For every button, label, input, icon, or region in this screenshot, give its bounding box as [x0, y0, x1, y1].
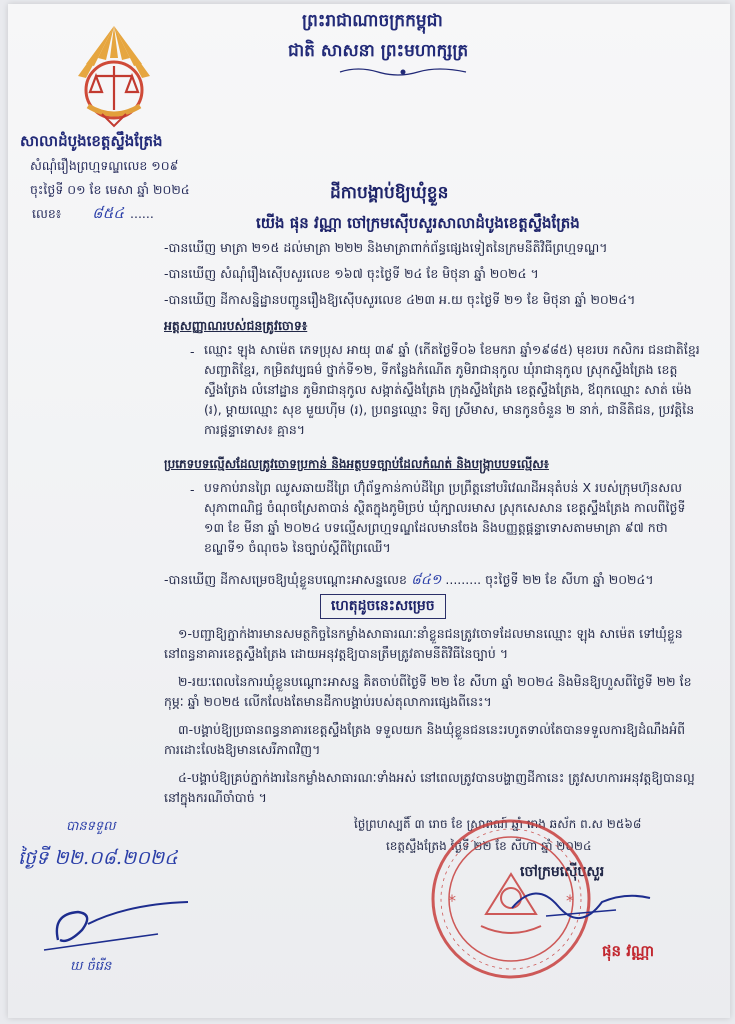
document-number-value: ៨៥៤: [92, 204, 124, 222]
judge-signature-icon: [506, 872, 656, 932]
decision-3: ៣-បង្គាប់ឱ្យប្រធានពន្ធនាគារខេត្តស្ទឹងត្រែង ទទួលយក និងឃុំខ្លួនជននេះរហូតទាល់តែបានទទួលការឱ្យដំណឹងអំពីការដោះលែងឱ្យមានសេរីភាពវិញ។: [164, 722, 686, 757]
offense-heading: ប្រភេទបទល្មើសដែលត្រូវចោទប្រកាន់ និងអត្ថបទច្បាប់ដែលកំណត់ និងបង្ក្រាបបទល្មើស៖: [164, 457, 549, 471]
decision-heading: ហេតុដូចនេះសម្រេច: [320, 594, 446, 619]
svg-text:*: *: [448, 891, 456, 910]
seen-clause-1: -បានឃើញ មាត្រា ២១៥ ដល់មាត្រា ២២២ និងមាត្រាពាក់ព័ន្ធផ្សេងទៀតនៃក្រមនីតិវិធីព្រហ្មទណ្ឌ។: [164, 240, 608, 255]
seen-clause-3: -បានឃើញ ដីកាសន្និដ្ឋានបញ្ជូនរឿងឱ្យស៊ើបសួរលេខ ៤២៣ អ.យ ចុះថ្ងៃទី ២១ ខែ មិថុនា ឆ្នាំ ២០២៤។: [164, 292, 636, 307]
svg-text:*: *: [566, 891, 574, 910]
identity-paragraph: ឈ្មោះ ឡុង សាម៉េត ភេទប្រុស អាយុ ៣៩ ឆ្នាំ (កើតថ្ងៃទី០៦ ខែមករា ឆ្នាំ១៩៨៥) មុខរបរ កសិករ ជនជាតិខ្មែរ សញ្ជាតិខ្មែរ, កម្រិតវប្បធម៌ ថ្នាក់ទី១២, ទីកន្លែងកំណើត ភូមិរាជានុកូល ឃុំរាជានុកូល ស្រុកស្ទឹងត្រែង ខេត្តស្ទឹងត្រែង លំនៅដ្ឋាន ភូមិរាជានុកូល សង្កាត់ស្ទឹងត្រែង ក្រុងស្ទឹងត្រែង ខេត្តស្ទឹងត្រែង, ឪពុកឈ្មោះ សាត់ ម៉េង (រ), ម្ដាយឈ្មោះ សុខ មួយហ៊ីម (រ), ប្រពន្ធឈ្មោះ ទិត្យ ស្រីមាស, មានកូនចំនួន ២ នាក់, ជានីតិជន, ប្រវត្តិនៃការផ្ដន្ទាទោស៖ គ្មាន។: [204, 342, 700, 437]
detention-seen-line: [164, 570, 654, 591]
detention-suffix: ចុះថ្ងៃទី ២២ ខែ សីហា ឆ្នាំ ២០២៤។: [485, 572, 654, 587]
court-name: សាលាដំបូងខេត្តស្ទឹងត្រែង: [20, 132, 163, 150]
received-label: បានទទួល: [66, 819, 116, 834]
kingdom-motto: ជាតិ សាសនា ព្រះមហាក្សត្រ: [288, 41, 469, 61]
ornament-divider-icon: [338, 66, 468, 78]
receiver-name: ឃ ចំរើន: [70, 959, 112, 974]
court-emblem-icon: [64, 18, 164, 130]
decision-1: ១-បញ្ជាឱ្យភ្នាក់ងារមានសមត្ថកិច្ចនៃកម្លាំងសាធារណៈនាំខ្លួនជនត្រូវចោទដែលមានឈ្មោះ ឡុង សាម៉េត ទៅឃុំខ្លួននៅពន្ធនាគារខេត្តស្ទឹងត្រែង ដោយអនុវត្តឱ្យបានត្រឹមត្រូវតាមនីតិវិធីនៃច្បាប់ ។: [164, 626, 683, 661]
detention-prefix: -បានឃើញ ដីកាសម្រេចឱ្យឃុំខ្លួនបណ្ដោះអាសន្នលេខ: [164, 572, 407, 587]
document-title: ដីកាបង្គាប់ឱ្យឃុំខ្លួន: [330, 183, 449, 203]
decision-4: ៤-បង្គាប់ឱ្យគ្រប់ភ្នាក់ងារនៃកម្លាំងសាធារណៈទាំងអស់ នៅពេលត្រូវបានបង្ហាញដីកានេះ ត្រូវសហការអនុវត្តឱ្យបានល្អនៅក្នុងករណីចាំបាច់ ។: [164, 770, 695, 805]
seen-clause-2: -បានឃើញ សំណុំរឿងស៊ើបសួរលេខ ១៦៧ ចុះថ្ងៃទី ២៤ ខែ មិថុនា ឆ្នាំ ២០២៤ ។: [164, 266, 539, 281]
detention-number: ៨៤១: [410, 572, 442, 588]
receiver-signature-icon: [38, 894, 198, 956]
judge-name: ផុន វណ្ណា: [602, 942, 655, 960]
identity-heading: អត្តសញ្ញាណរបស់ជនត្រូវចោទ៖: [164, 318, 308, 333]
document-number-label: លេខ៖: [32, 206, 62, 221]
document-number-dots: ......: [130, 206, 154, 221]
lunar-date: ថ្ងៃព្រហស្បតិ៍ ៣ រោច ខែ ស្រាពណ៍ ឆ្នាំ រោង ឆស័ក ព.ស ២៥៦៨: [354, 817, 642, 831]
bullet-dash-icon: -: [190, 344, 195, 359]
offense-paragraph: បទកាប់រានព្រៃ ឈូសឆាយដីព្រៃ ហ៊ុំព័ទ្ធកាន់កាប់ដីព្រៃ ប្រព្រឹត្តនៅបរិវេណដីអនុតំបន់ X របស់ក្រុមហ៊ុនសលសុភាពាណិជ្ជ ចំណុចស្រែតាបាន់ ស្ថិតក្នុងភូមិច្រប់ ឃុំក្បាលរមាស ស្រុកសេសាន ខេត្តស្ទឹងត្រែង កាលពីថ្ងៃទី ១៣ ខែ មីនា ឆ្នាំ ២០២៤ បទល្មើសព្រហ្មទណ្ឌដែលមានចែង និងបញ្ញត្តផ្តន្ទាទោសតាមមាត្រា ៩៧ កថាខណ្ឌទី១ ចំណុច៦ នៃច្បាប់ស្ដីពីព្រៃឈើ។: [204, 480, 686, 555]
issuer-line: យើង ផុន វណ្ណា ចៅក្រមស៊ើបសួរសាលាដំបូងខេត្តស្ទឹងត្រែង: [256, 214, 580, 232]
received-date: ថ្ងៃទី ២២.០៨.២០២៤: [18, 847, 178, 869]
judge-title: ចៅក្រមស៊ើបសួរ: [520, 864, 605, 880]
decision-2: ២-រយៈពេលនៃការឃុំខ្លួនបណ្ដោះអាសន្ន គិតចាប់ពីថ្ងៃទី ២២ ខែ សីហា ឆ្នាំ ២០២៤ និងមិនឱ្យហួសពីថ្ងៃទី ២២ ខែ កុម្ភៈ ឆ្នាំ ២០២៥ លើកលែងតែមានដីកាបង្គាប់របស់តុលាការផ្សេងពីនេះ។: [164, 674, 692, 709]
document-page: [8, 4, 730, 1018]
kingdom-title: ព្រះរាជាណាចក្រកម្ពុជា: [302, 11, 443, 31]
case-file-number: សំណុំរឿងព្រហ្មទណ្ឌលេខ ១០៩: [30, 158, 179, 173]
solar-date: ខេត្តស្ទឹងត្រែង ថ្ងៃទី ២២ ខែ សីហា ឆ្នាំ ២០២៤: [386, 839, 592, 853]
detention-dots: .........: [445, 572, 482, 587]
bullet-dash-icon: -: [190, 482, 195, 497]
case-file-date: ចុះថ្ងៃទី ០១ ខែ មេសា ឆ្នាំ ២០២៤: [30, 182, 190, 197]
